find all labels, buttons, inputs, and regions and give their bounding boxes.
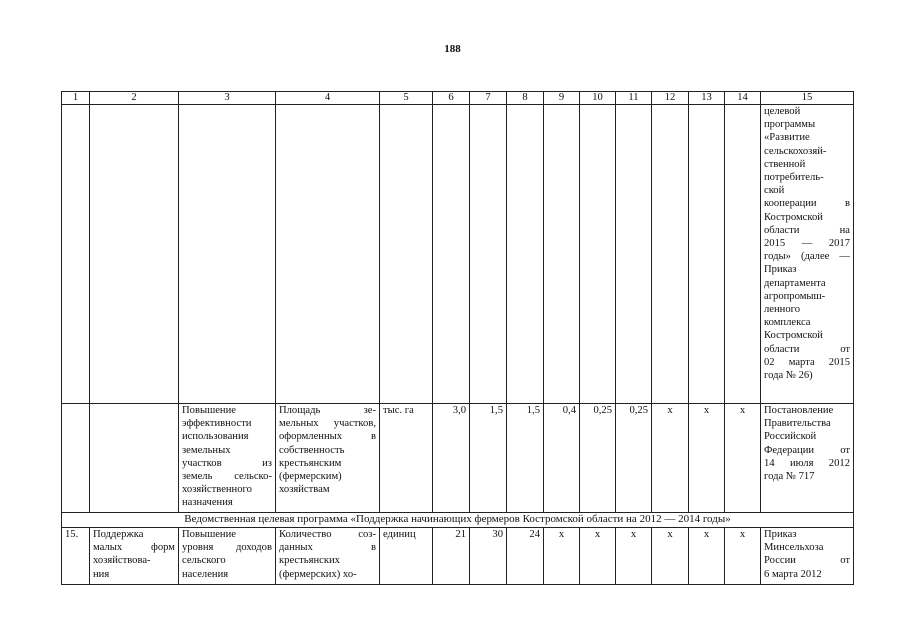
text-line: мельных участков, <box>279 418 376 430</box>
header-cell: 15 <box>761 92 854 105</box>
text-line: участков из <box>182 457 272 469</box>
text-line: года № 717 <box>764 471 815 483</box>
value-cell: 21 <box>433 528 470 585</box>
text-line: «Развитие <box>764 132 810 144</box>
text-line: комплекса <box>764 317 811 329</box>
section-row <box>62 513 854 528</box>
text-line: потребитель- <box>764 172 824 184</box>
legal-basis-cell <box>761 404 854 513</box>
text-line: земель сельско- <box>182 471 272 483</box>
text-line: Федерации от <box>764 444 850 456</box>
text-line: сельского <box>182 555 226 567</box>
value-cell: х <box>689 404 725 513</box>
section-title: Ведомственная целевая программа «Поддержка начинающих фермеров Костромской области на 2012 — 2014 годы» <box>62 513 854 528</box>
text-line: данных в <box>279 542 376 554</box>
text-line: Повышение <box>182 405 236 416</box>
text-line: области на <box>764 224 850 236</box>
value-cell: х <box>652 404 689 513</box>
text-line: кооперации в <box>764 198 850 210</box>
text-line: ской <box>764 185 785 197</box>
text-line: хозяйствова- <box>93 555 151 567</box>
text-line: 14 июля 2012 <box>764 457 850 469</box>
value-cell: 1,5 <box>507 404 544 513</box>
text-line: (фермерских) хо- <box>279 568 357 580</box>
value-cell: 0,25 <box>616 404 652 513</box>
text-line: Костромской <box>764 330 823 342</box>
text-line: ственной <box>764 158 806 170</box>
goal-cell <box>179 528 276 585</box>
header-cell: 8 <box>507 92 544 105</box>
table-row <box>62 404 854 513</box>
header-cell: 6 <box>433 92 470 105</box>
header-cell: 3 <box>179 92 276 105</box>
text-line: годы» (далее — <box>764 251 850 263</box>
text-line: оформленных в <box>279 431 376 443</box>
text-line: Приказ <box>764 529 797 540</box>
table-row <box>62 528 854 585</box>
value-cell: х <box>725 528 761 585</box>
text-line: Повышение <box>182 529 236 540</box>
text-line: эффективности <box>182 418 252 430</box>
text-line: сельскохозяй- <box>764 145 827 157</box>
text-line: Российской <box>764 431 817 443</box>
task-cell <box>90 528 179 585</box>
value-cell: х <box>580 528 616 585</box>
value-cell: 3,0 <box>433 404 470 513</box>
header-cell: 9 <box>544 92 580 105</box>
text-line: департамента <box>764 277 826 289</box>
table-row <box>62 105 854 404</box>
header-cell: 13 <box>689 92 725 105</box>
text-line: Минсельхоза <box>764 542 824 554</box>
header-cell: 2 <box>90 92 179 105</box>
text-line: назначения <box>182 497 233 509</box>
value-cell: х <box>725 404 761 513</box>
text-line: Количество соз- <box>279 529 376 540</box>
value-cell: 0,25 <box>580 404 616 513</box>
header-cell: 4 <box>276 92 380 105</box>
text-line: земельных <box>182 444 231 456</box>
text-line: крестьянских <box>279 555 340 567</box>
header-cell: 12 <box>652 92 689 105</box>
text-line: 6 марта 2012 <box>764 568 822 580</box>
header-cell: 5 <box>380 92 433 105</box>
text-line: собственность <box>279 444 345 456</box>
text-line: (фермерским) <box>279 471 342 483</box>
text-line: Приказ <box>764 264 797 276</box>
header-row <box>62 92 854 105</box>
text-line: года № 26) <box>764 370 813 382</box>
text-line: хозяйственного <box>182 484 252 496</box>
text-line: малых форм <box>93 542 175 554</box>
text-line: программы <box>764 119 816 131</box>
text-line: ленного <box>764 304 801 316</box>
value-cell: х <box>616 528 652 585</box>
indicator-cell <box>276 404 380 513</box>
header-cell: 14 <box>725 92 761 105</box>
text-line: уровня доходов <box>182 542 272 554</box>
header-cell: 7 <box>470 92 507 105</box>
header-cell: 11 <box>616 92 652 105</box>
text-line: Правительства <box>764 418 831 430</box>
text-line: хозяйствам <box>279 484 330 496</box>
unit-cell: единиц <box>380 528 433 585</box>
text-line: области от <box>764 343 850 355</box>
unit-cell: тыс. га <box>380 404 433 513</box>
text-line: целевой <box>764 106 801 117</box>
value-cell: 24 <box>507 528 544 585</box>
value-cell: 0,4 <box>544 404 580 513</box>
header-cell: 10 <box>580 92 616 105</box>
text-line: ния <box>93 568 110 580</box>
legal-basis-cell <box>761 105 854 404</box>
text-line: Поддержка <box>93 529 144 540</box>
text-line: Площадь зе- <box>279 405 376 416</box>
legal-basis-cell <box>761 528 854 585</box>
page-number: 188 <box>444 43 461 55</box>
text-line: крестьянским <box>279 457 342 469</box>
text-line: Костромской <box>764 211 823 223</box>
text-line: Постановление <box>764 405 834 416</box>
text-line: 02 марта 2015 <box>764 356 850 368</box>
text-line: агропромыш- <box>764 290 826 302</box>
text-line: использования <box>182 431 249 443</box>
text-line: России от <box>764 555 850 567</box>
value-cell: 30 <box>470 528 507 585</box>
indicator-cell <box>276 528 380 585</box>
value-cell: х <box>689 528 725 585</box>
header-cell: 1 <box>62 92 90 105</box>
value-cell: х <box>544 528 580 585</box>
goal-cell <box>179 404 276 513</box>
value-cell: 1,5 <box>470 404 507 513</box>
text-line: населения <box>182 568 229 580</box>
data-table <box>61 91 854 585</box>
value-cell: х <box>652 528 689 585</box>
text-line: 2015 — 2017 <box>764 238 850 250</box>
row-number: 15. <box>62 528 90 585</box>
